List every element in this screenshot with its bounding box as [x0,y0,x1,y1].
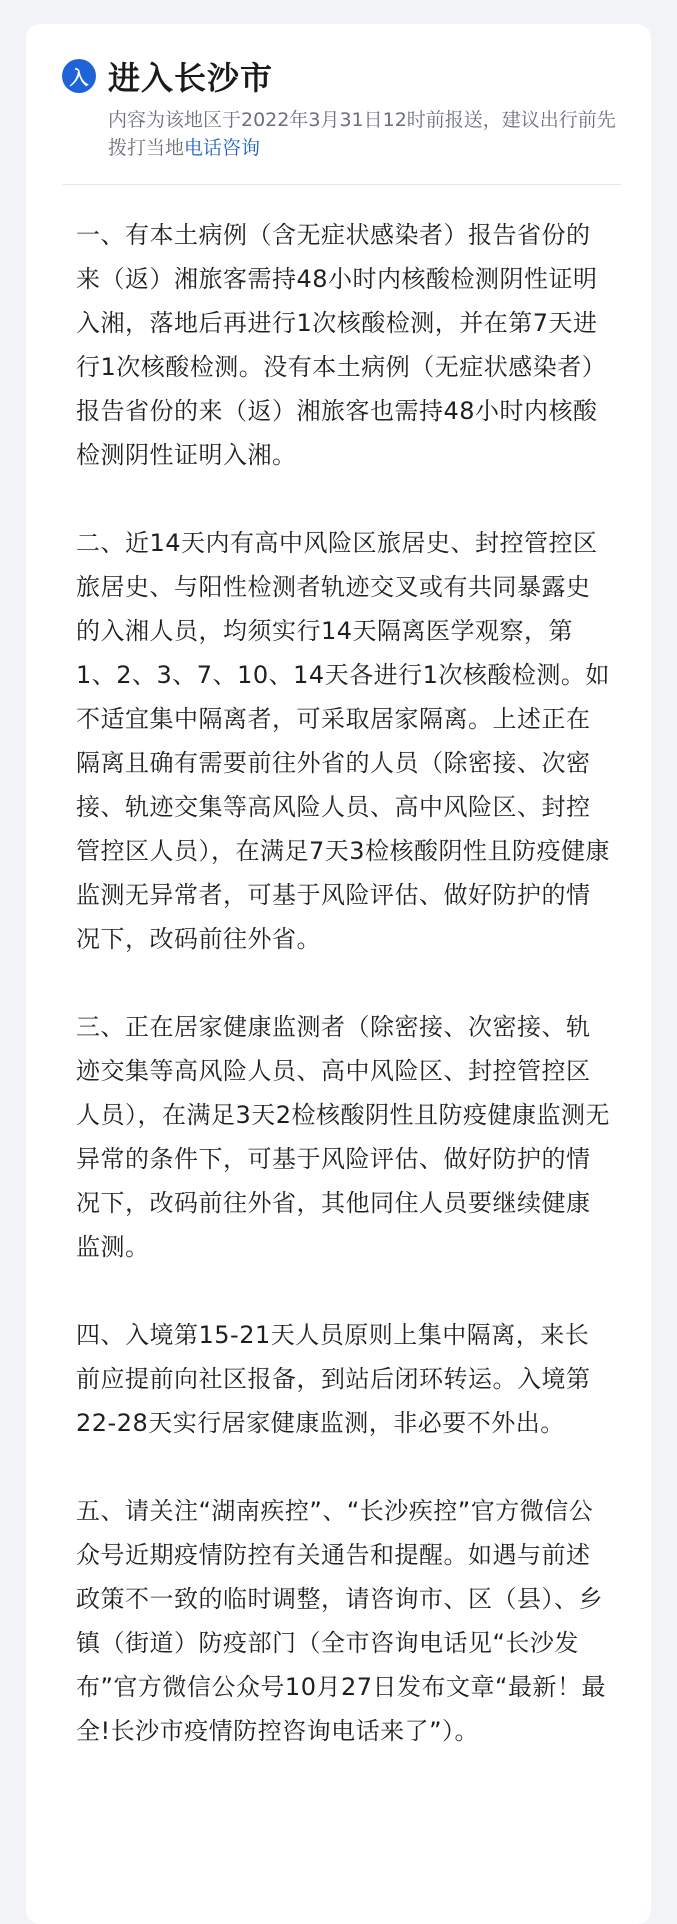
enter-badge-icon: 入 [62,59,96,93]
policy-paragraph-5: 五、请关注“湖南疾控”、“长沙疾控”官方微信公众号近期疫情防控有关通告和提醒。如遇与前述政策不一致的临时调整，请咨询市、区（县）、乡镇（街道）防疫部门（全市咨询电话见“长沙发布”官方微信公众号10月27日发布文章“最新！最全!长沙市疫情防控咨询电话来了”）。 [76,1497,606,1745]
report-notice [108,106,628,162]
policy-paragraph-3: 三、正在居家健康监测者（除密接、次密接、轨迹交集等高风险人员、高中风险区、封控管控区人员），在满足3天2检核酸阴性且防疫健康监测无异常的条件下，可基于风险评估、做好防护的情况下，改码前往外省，其他同住人员要继续健康监测。 [76,1013,611,1261]
card-header [26,24,651,162]
travel-policy-card [26,24,651,1924]
policy-paragraph-2: 二、近14天内有高中风险区旅居史、封控管控区旅居史、与阳性检测者轨迹交叉或有共同暴露史的入湘人员，均须实行14天隔离医学观察，第1、2、3、7、10、14天各进行1次核酸检测。如不适宜集中隔离者，可采取居家隔离。上述正在隔离且确有需要前往外省的人员（除密接、次密接、轨迹交集等高风险人员、高中风险区、封控管控区人员），在满足7天3检核酸阴性且防疫健康监测无异常者，可基于风险评估、做好防护的情况下，改码前往外省。 [76,529,611,953]
page-title: 进入长沙市 [108,59,274,97]
phone-consult-link[interactable]: 电话咨询 [184,137,261,159]
title-row [62,54,651,98]
policy-paragraph-4: 四、入境第15-21天人员原则上集中隔离，来长前应提前向社区报备，到站后闭环转运。入境第22-28天实行居家健康监测，非必要不外出。 [76,1321,591,1437]
policy-content [26,185,651,1753]
report-notice-text: 内容为该地区于2022年3月31日12时前报送，建议出行前先拨打当地 [108,109,616,159]
policy-paragraph-1: 一、有本土病例（含无症状感染者）报告省份的来（返）湘旅客需持48小时内核酸检测阴性证明入湘，落地后再进行1次核酸检测，并在第7天进行1次核酸检测。没有本土病例（无症状感染者）报告省份的来（返）湘旅客也需持48小时内核酸检测阴性证明入湘。 [76,221,607,469]
